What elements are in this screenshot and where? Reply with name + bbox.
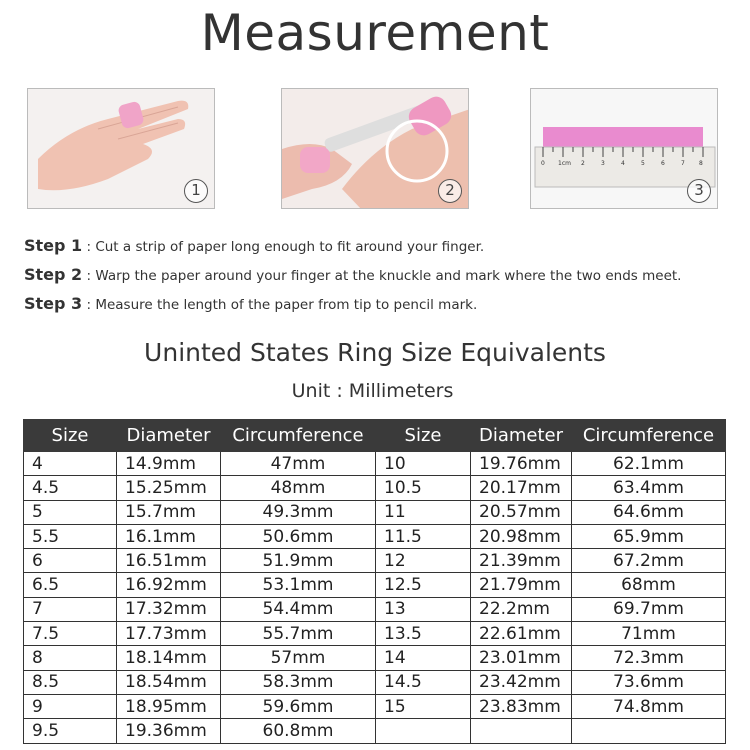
step-1-photo: [27, 88, 215, 209]
unit-label: Unit : Millimeters: [291, 380, 454, 402]
table-cell: 22.61mm: [471, 622, 572, 646]
column-header: Diameter: [471, 420, 572, 452]
table-row: [24, 500, 726, 524]
table-cell: 11: [376, 500, 471, 524]
table-cell: 72.3mm: [572, 646, 726, 670]
table-cell: 14.5: [376, 670, 471, 694]
table-cell: 20.17mm: [471, 476, 572, 500]
table-cell: 11.5: [376, 524, 471, 548]
ring-size-table: [23, 419, 726, 744]
table-body: [24, 452, 726, 744]
ruler-label: 0: [541, 160, 545, 167]
table-cell: 18.95mm: [117, 694, 221, 718]
step-3-photo: [530, 88, 718, 209]
column-header: Diameter: [117, 420, 221, 452]
table-row: [24, 549, 726, 573]
column-header: Circumference: [221, 420, 376, 452]
step-2-photo: [281, 88, 469, 209]
table-cell: 6.5: [24, 573, 117, 597]
ruler-label: 8: [699, 160, 703, 167]
table-row: [24, 597, 726, 621]
step-text: Cut a strip of paper long enough to fit around your finger.: [95, 239, 485, 255]
table-cell: 58.3mm: [221, 670, 376, 694]
page-title: Measurement: [200, 4, 550, 62]
step-label: Step 3: [24, 294, 83, 313]
table-cell: 54.4mm: [221, 597, 376, 621]
table-cell: 15.7mm: [117, 500, 221, 524]
step-number-badge: 3: [687, 179, 711, 203]
table-cell: 74.8mm: [572, 694, 726, 718]
table-cell: 20.98mm: [471, 524, 572, 548]
table-row: [24, 476, 726, 500]
table-cell: 65.9mm: [572, 524, 726, 548]
table-cell: 16.92mm: [117, 573, 221, 597]
table-cell: 10: [376, 452, 471, 476]
table-cell: 55.7mm: [221, 622, 376, 646]
table-cell: 71mm: [572, 622, 726, 646]
ruler-label: 3: [601, 160, 605, 167]
table-cell: 17.73mm: [117, 622, 221, 646]
table-row: [24, 452, 726, 476]
table-cell: 9: [24, 694, 117, 718]
table-cell: 17.32mm: [117, 597, 221, 621]
table-cell: 19.76mm: [471, 452, 572, 476]
table-cell: 68mm: [572, 573, 726, 597]
step-separator: :: [82, 239, 96, 255]
table-cell: 53.1mm: [221, 573, 376, 597]
ruler-label: 2: [581, 160, 585, 167]
table-cell: 7.5: [24, 622, 117, 646]
table-row: [24, 719, 726, 743]
table-cell: 15: [376, 694, 471, 718]
ruler-label: 4: [621, 160, 625, 167]
steps-list: [24, 234, 681, 321]
table-cell: 12: [376, 549, 471, 573]
table-cell: 22.2mm: [471, 597, 572, 621]
table-cell: 48mm: [221, 476, 376, 500]
table-cell: 12.5: [376, 573, 471, 597]
table-cell: 73.6mm: [572, 670, 726, 694]
step-separator: :: [82, 297, 96, 313]
table-row: [24, 622, 726, 646]
table-cell: [572, 719, 726, 743]
table-cell: 16.1mm: [117, 524, 221, 548]
table-row: [24, 573, 726, 597]
table-cell: 15.25mm: [117, 476, 221, 500]
step-text: Warp the paper around your finger at the knuckle and mark where the two ends meet.: [95, 268, 682, 284]
table-header-row: [24, 420, 726, 452]
table-cell: 4: [24, 452, 117, 476]
column-header: Circumference: [572, 420, 726, 452]
table-row: [24, 694, 726, 718]
table-cell: 9.5: [24, 719, 117, 743]
step-row: [24, 263, 681, 292]
ruler-label: 6: [661, 160, 665, 167]
step-separator: :: [82, 268, 96, 284]
table-cell: 20.57mm: [471, 500, 572, 524]
step-text: Measure the length of the paper from tip to pencil mark.: [95, 297, 478, 313]
table-cell: 10.5: [376, 476, 471, 500]
table-cell: 49.3mm: [221, 500, 376, 524]
column-header: Size: [24, 420, 117, 452]
table-cell: 7: [24, 597, 117, 621]
table-cell: 13: [376, 597, 471, 621]
table-cell: 23.83mm: [471, 694, 572, 718]
step-label: Step 2: [24, 265, 83, 284]
table-cell: 62.1mm: [572, 452, 726, 476]
table-heading: Uninted States Ring Size Equivalents: [144, 338, 606, 367]
ruler-label: 1cm: [558, 160, 571, 167]
table-cell: 63.4mm: [572, 476, 726, 500]
table-cell: 18.54mm: [117, 670, 221, 694]
table-cell: 13.5: [376, 622, 471, 646]
table-cell: 57mm: [221, 646, 376, 670]
table-cell: 16.51mm: [117, 549, 221, 573]
table-cell: 67.2mm: [572, 549, 726, 573]
table-row: [24, 524, 726, 548]
table-cell: 51.9mm: [221, 549, 376, 573]
table-cell: 8.5: [24, 670, 117, 694]
table-cell: 64.6mm: [572, 500, 726, 524]
table-cell: 21.39mm: [471, 549, 572, 573]
table-cell: 19.36mm: [117, 719, 221, 743]
table-cell: [471, 719, 572, 743]
table-cell: 23.42mm: [471, 670, 572, 694]
table-cell: 60.8mm: [221, 719, 376, 743]
table-cell: 50.6mm: [221, 524, 376, 548]
table-cell: 18.14mm: [117, 646, 221, 670]
column-header: Size: [376, 420, 471, 452]
step-row: [24, 234, 681, 263]
step-number-badge: 2: [438, 179, 462, 203]
ruler-label: 5: [641, 160, 645, 167]
table-cell: 23.01mm: [471, 646, 572, 670]
table-cell: 8: [24, 646, 117, 670]
table-cell: 14: [376, 646, 471, 670]
step-row: [24, 292, 681, 321]
table-cell: 14.9mm: [117, 452, 221, 476]
table-cell: 21.79mm: [471, 573, 572, 597]
table-cell: 59.6mm: [221, 694, 376, 718]
table-cell: 5.5: [24, 524, 117, 548]
step-label: Step 1: [24, 236, 83, 255]
table-cell: 5: [24, 500, 117, 524]
ruler-label: 7: [681, 160, 685, 167]
step-number-badge: 1: [184, 179, 208, 203]
table-cell: 69.7mm: [572, 597, 726, 621]
table-cell: 4.5: [24, 476, 117, 500]
table-cell: 6: [24, 549, 117, 573]
table-cell: [376, 719, 471, 743]
table-row: [24, 646, 726, 670]
table-cell: 47mm: [221, 452, 376, 476]
table-row: [24, 670, 726, 694]
